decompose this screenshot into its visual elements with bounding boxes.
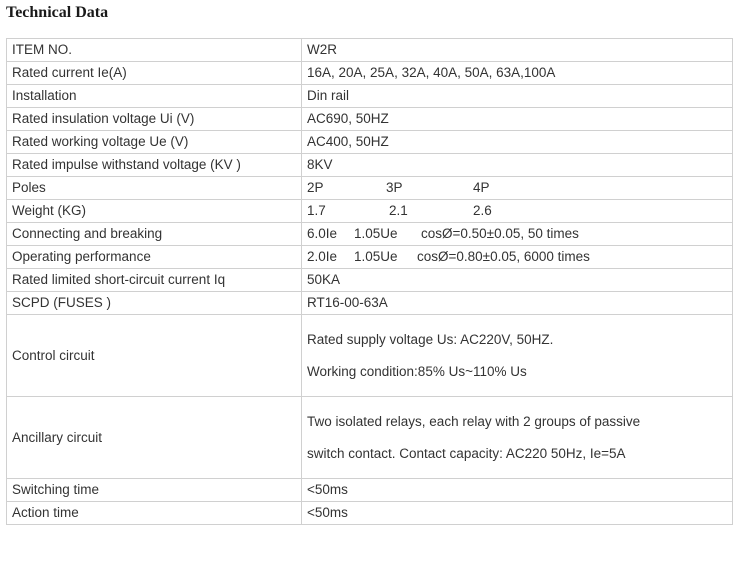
poles-2p: 2P — [307, 180, 324, 195]
table-row — [7, 315, 733, 397]
poles-4p: 4P — [473, 180, 490, 195]
voltage-multiple: 1.05Ue — [354, 226, 398, 241]
table-row — [7, 131, 733, 154]
row-value: AC400, 50HZ — [302, 131, 733, 154]
control-line-1: Rated supply voltage Us: AC220V, 50HZ. — [307, 331, 554, 347]
row-value: 16A, 20A, 25A, 32A, 40A, 50A, 63A,100A — [302, 62, 733, 85]
table-row — [7, 200, 733, 223]
ancillary-line-2: switch contact. Contact capacity: AC220 50Hz, Ie=5A — [307, 445, 626, 461]
row-value: <50ms — [302, 502, 733, 525]
table-row — [7, 39, 733, 62]
row-value: AC690, 50HZ — [302, 108, 733, 131]
table-row — [7, 479, 733, 502]
row-label: Installation — [7, 85, 302, 108]
row-label: Ancillary circuit — [7, 397, 302, 479]
row-value — [302, 397, 733, 479]
row-value: W2R — [302, 39, 733, 62]
row-value — [302, 315, 733, 397]
power-factor: cosØ=0.80±0.05, 6000 times — [417, 249, 590, 264]
row-value: Din rail — [302, 85, 733, 108]
ancillary-line-1: Two isolated relays, each relay with 2 groups of passive — [307, 413, 641, 429]
row-label: Poles — [7, 177, 302, 200]
table-row — [7, 108, 733, 131]
current-multiple: 2.0Ie — [307, 249, 338, 264]
row-value — [302, 200, 733, 223]
row-label: Weight (KG) — [7, 200, 302, 223]
row-label: ITEM NO. — [7, 39, 302, 62]
row-value — [302, 246, 733, 269]
row-label: Rated working voltage Ue (V) — [7, 131, 302, 154]
table-row — [7, 246, 733, 269]
row-label: Rated insulation voltage Ui (V) — [7, 108, 302, 131]
technical-data-table — [6, 38, 733, 525]
row-label: Action time — [7, 502, 302, 525]
weight-3p: 2.1 — [389, 203, 408, 218]
table-row — [7, 502, 733, 525]
row-label: Rated current Ie(A) — [7, 62, 302, 85]
row-value: 8KV — [302, 154, 733, 177]
weight-2p: 1.7 — [307, 203, 326, 218]
voltage-multiple: 1.05Ue — [354, 249, 398, 264]
table-row — [7, 62, 733, 85]
row-label: SCPD (FUSES ) — [7, 292, 302, 315]
row-label: Control circuit — [7, 315, 302, 397]
row-value: <50ms — [302, 479, 733, 502]
row-label: Rated limited short-circuit current Iq — [7, 269, 302, 292]
table-row — [7, 223, 733, 246]
current-multiple: 6.0Ie — [307, 226, 338, 241]
control-line-2: Working condition:85% Us~110% Us — [307, 363, 527, 379]
table-row — [7, 397, 733, 479]
row-value — [302, 223, 733, 246]
page-title: Technical Data — [6, 4, 109, 21]
row-label: Operating performance — [7, 246, 302, 269]
weight-4p: 2.6 — [473, 203, 492, 218]
table-row — [7, 269, 733, 292]
table-row — [7, 154, 733, 177]
row-label: Switching time — [7, 479, 302, 502]
row-value: 50KA — [302, 269, 733, 292]
row-label: Connecting and breaking — [7, 223, 302, 246]
power-factor: cosØ=0.50±0.05, 50 times — [421, 226, 579, 241]
table-row — [7, 292, 733, 315]
row-value — [302, 177, 733, 200]
table-row — [7, 85, 733, 108]
row-value: RT16-00-63A — [302, 292, 733, 315]
row-label: Rated impulse withstand voltage (KV ) — [7, 154, 302, 177]
poles-3p: 3P — [386, 180, 403, 195]
table-row — [7, 177, 733, 200]
